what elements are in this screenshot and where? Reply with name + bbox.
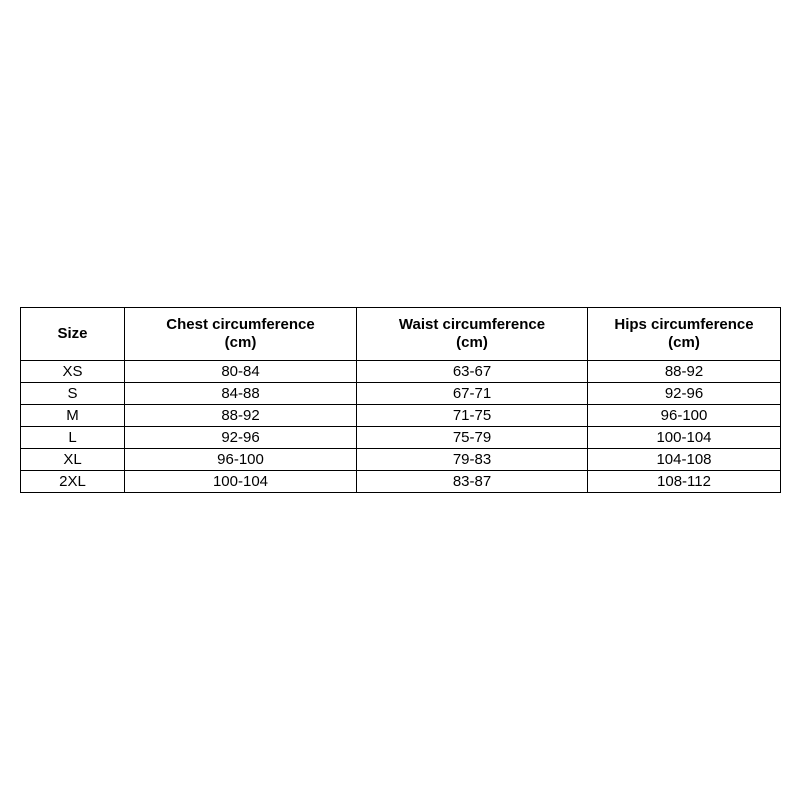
cell-size: 2XL [21, 471, 125, 493]
table-row [21, 405, 781, 427]
table-body [21, 361, 781, 493]
cell-chest: 80-84 [125, 361, 357, 383]
table-row [21, 383, 781, 405]
cell-chest: 96-100 [125, 449, 357, 471]
cell-chest: 84-88 [125, 383, 357, 405]
table-header [21, 308, 781, 361]
cell-chest: 92-96 [125, 427, 357, 449]
column-header-hips-label: Hips circumference [614, 316, 754, 334]
size-chart-table [20, 307, 781, 493]
cell-size: M [21, 405, 125, 427]
column-header-waist [357, 308, 588, 361]
column-header-chest [125, 308, 357, 361]
cell-hips: 88-92 [588, 361, 781, 383]
cell-hips: 104-108 [588, 449, 781, 471]
table-header-row [21, 308, 781, 361]
table-row [21, 449, 781, 471]
column-header-chest-label: Chest circumference [166, 316, 315, 334]
cell-waist: 79-83 [357, 449, 588, 471]
table-row [21, 427, 781, 449]
column-header-hips [588, 308, 781, 361]
cell-size: S [21, 383, 125, 405]
column-header-size-label: Size [57, 325, 88, 343]
cell-waist: 63-67 [357, 361, 588, 383]
cell-hips: 92-96 [588, 383, 781, 405]
cell-size: XL [21, 449, 125, 471]
cell-size: XS [21, 361, 125, 383]
cell-size: L [21, 427, 125, 449]
table-row [21, 471, 781, 493]
cell-hips: 96-100 [588, 405, 781, 427]
column-header-waist-unit: (cm) [456, 334, 488, 351]
column-header-waist-label: Waist circumference [398, 316, 546, 334]
column-header-size [21, 308, 125, 361]
cell-hips: 108-112 [588, 471, 781, 493]
size-chart-container [20, 307, 780, 493]
table-row [21, 361, 781, 383]
cell-waist: 75-79 [357, 427, 588, 449]
cell-chest: 100-104 [125, 471, 357, 493]
column-header-hips-unit: (cm) [668, 334, 700, 351]
cell-hips: 100-104 [588, 427, 781, 449]
cell-waist: 71-75 [357, 405, 588, 427]
column-header-chest-unit: (cm) [224, 334, 257, 351]
cell-waist: 67-71 [357, 383, 588, 405]
cell-chest: 88-92 [125, 405, 357, 427]
cell-waist: 83-87 [357, 471, 588, 493]
